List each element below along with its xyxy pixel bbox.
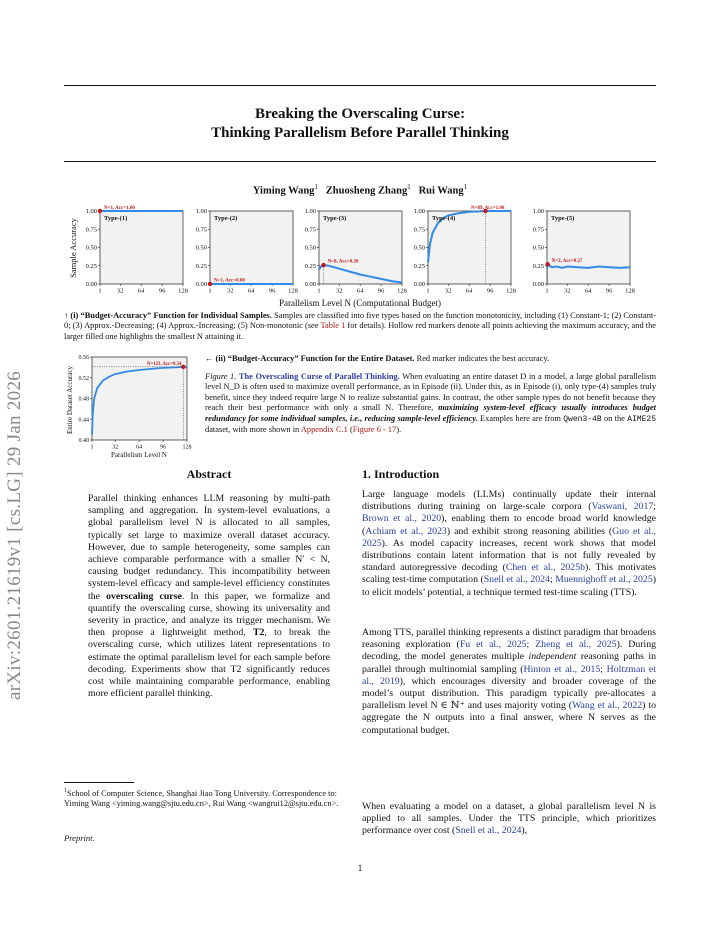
figure-text-3: on the — [601, 413, 628, 423]
figure-text-5: ( — [347, 425, 353, 435]
x-tick-label: 96 — [486, 287, 494, 295]
intro-text: ), — [521, 825, 528, 837]
author-affiliation: 1 — [463, 183, 468, 191]
abstract-heading: Abstract — [186, 467, 232, 481]
y-tick-label: 0.25 — [413, 262, 425, 270]
title-line-2: Thinking Parallelism Before Parallel Thinking — [211, 125, 509, 141]
panel-type-label: Type-(2) — [214, 215, 238, 222]
x-tick-label: 64 — [247, 287, 255, 295]
y-tick-label: 0.75 — [532, 226, 544, 234]
x-tick-label: 64 — [137, 287, 145, 295]
x-tick-label: 32 — [336, 287, 343, 295]
x-tick-label: 32 — [117, 287, 124, 295]
abstract-bold-2: T2 — [252, 627, 265, 639]
y-tick-label: 0.75 — [413, 226, 425, 234]
y-axis-label: Sample Accuracy — [68, 218, 78, 278]
x-tick-label: 64 — [584, 287, 592, 295]
x-axis-label: Parallelism Level N (Computational Budget) — [279, 298, 441, 308]
best-marker — [321, 263, 325, 267]
citation-link[interactable]: Chen et al., 2025b — [505, 562, 586, 574]
y-tick-label: 0.56 — [78, 355, 89, 362]
marker-label: N=2, Acc=0.27 — [551, 258, 583, 264]
x-tick-label: 96 — [605, 287, 613, 295]
intro-text: Large language models (LLMs) continually update their internal distributions during training on large-scale corpora ( — [362, 489, 656, 513]
best-marker — [98, 209, 102, 213]
citation-link[interactable]: Hinton et al., 2015 — [523, 663, 601, 675]
y-tick-label: 0.25 — [195, 262, 207, 270]
citation-link[interactable]: Zheng et al., 2025 — [535, 639, 617, 651]
y-tick-label: 0.00 — [532, 281, 544, 289]
page-number: 1 — [357, 864, 363, 874]
introduction-heading: 1. Introduction — [362, 467, 440, 481]
y-tick-label: 0.00 — [85, 281, 97, 289]
y-tick-label: 0.25 — [304, 262, 316, 270]
x-tick-label: 128 — [178, 287, 188, 295]
abstract-part-1: Parallel thinking enhances LLM reasoning by multi-path sampling and aggregation. In system-level evaluations, a global parallelism level N is allocated to all samples, typically set large to maximize overall dataset accuracy. However, due to sample heterogeneity, some samples can achieve comparable performance with a smaller N′ < N, causing budget redundancy. This incompatibility between system-level efficacy and sample-level efficiency constitutes the — [88, 493, 330, 602]
x-tick-label: 128 — [288, 287, 298, 295]
x-tick-label: 96 — [377, 287, 385, 295]
caption-i-tail: for details). Hollow red markers denote all points achieving the maximum accuracy, and the larger filled one highlights the smallest N attaining it. — [64, 321, 657, 341]
caption-i-lead: ↑ (i) “Budget-Accuracy” Function for Individual Samples. — [64, 311, 272, 320]
author-name: Rui Wang — [418, 185, 464, 197]
x-tick-label: 128 — [625, 287, 635, 295]
y-tick-label: 0.50 — [195, 244, 207, 252]
citation-link[interactable]: Snell et al., 2024 — [483, 574, 550, 586]
abstract-text — [88, 493, 330, 700]
figure-1-caption — [205, 372, 656, 435]
intro-text: ; — [653, 501, 656, 513]
x-tick-label: 128 — [397, 287, 407, 295]
y-tick-label: 0.52 — [78, 375, 89, 382]
y-tick-label: 0.50 — [85, 244, 97, 252]
caption-ii-body: Red marker indicates the best accuracy. — [414, 354, 550, 363]
y-tick-label: 0.00 — [413, 281, 425, 289]
citation-link[interactable]: Snell et al., 2024 — [455, 825, 522, 837]
marker-label: N=1, Acc=0.00 — [214, 278, 245, 284]
x-tick-label: 64 — [465, 287, 473, 295]
intro-text: reasoning paths in parallel through multinomial sampling ( — [362, 651, 656, 675]
author-affiliation: 1 — [407, 183, 411, 191]
y-tick-label: 1.00 — [304, 208, 316, 216]
x-tick-label: 96 — [268, 287, 276, 295]
y-tick-label: 0.75 — [85, 226, 97, 234]
citation-link[interactable]: Vaswani, 2017 — [591, 501, 654, 513]
marker-label: N=89, Acc=1.00 — [471, 206, 505, 211]
x-tick-label: 1 — [317, 287, 321, 295]
y-tick-label: 0.48 — [78, 396, 89, 403]
abstract-part-3: , to break the overscaling curse, which utilizes latent representations to estimate the optimal parallelism level for each sample before decoding. Experiments show that T2 significantly reduces cost while maintaining comparable performance, enabling more efficient parallel thinking. — [88, 627, 330, 700]
x-tick-label: 1 — [426, 287, 430, 295]
y-tick-label: 0.25 — [85, 262, 97, 270]
author-affiliation: 1 — [314, 183, 318, 191]
x-tick-label: 1 — [208, 287, 212, 295]
best-marker — [181, 365, 185, 369]
intro-text: ; — [526, 639, 536, 651]
x-axis-label: Parallelism Level N — [111, 451, 167, 459]
author-list — [64, 183, 656, 197]
individual-sample-charts — [60, 200, 660, 308]
figure-emphasis: maximizing system-level efficacy usually introduces budget redundancy for some individual samples, i.e., reducing sample-level efficiency. — [205, 403, 656, 423]
figure-title: The Overscaling Curse of Parallel Thinking. — [238, 372, 400, 381]
footnote-rule — [64, 782, 134, 783]
y-tick-label: 0.75 — [304, 226, 316, 234]
panel-type-label: Type-(4) — [432, 215, 456, 222]
intro-paragraph-2 — [362, 627, 656, 737]
figure-text-1: When evaluating an entire dataset D in a model, a large global parallelism level N_D is often used to maximize overall performance, as in Episode (ii). Under this, as in Episode (i), only type-(4) samples truly benefit, since they indeed require large N to realize substantial gains. In contrast, the other sample types do not benefit because they reach their best performance with only a small N. Therefore, — [205, 372, 657, 413]
citation-link[interactable]: Achiam et al., 2023 — [365, 525, 447, 537]
x-tick-label: 1 — [98, 287, 102, 295]
figure-text-6: ). — [396, 425, 402, 435]
intro-emphasis: independent — [528, 651, 577, 663]
table-1-link[interactable]: Table 1 — [320, 321, 346, 331]
citation-link[interactable]: Brown et al., 2020 — [362, 513, 442, 525]
citation-link[interactable]: Holtzman et al., 2019 — [362, 663, 657, 687]
caption-episode-i — [64, 311, 656, 342]
y-tick-label: 1.00 — [85, 208, 97, 216]
title-bottom-rule — [64, 161, 656, 162]
abstract-part-2: . In this paper, we formalize and quantify the overscaling curse, showing its universality and severity in practice, and analyze its trigger mechanism. We then propose a lightweight method, — [88, 590, 331, 639]
dataset-accuracy-chart — [62, 350, 197, 460]
paper-title — [64, 105, 656, 143]
intro-text: ). This motivates scaling test-time computation ( — [362, 562, 657, 586]
best-marker — [208, 282, 212, 286]
x-tick-label: 1 — [90, 444, 94, 451]
x-tick-label: 64 — [136, 444, 143, 451]
title-top-rule — [64, 85, 656, 86]
figure-range-link[interactable]: Figure 6 - 17 — [352, 425, 397, 435]
intro-text: ) and exhibit strong reasoning abilities ( — [446, 525, 613, 537]
title-line-1: Breaking the Overscaling Curse: — [254, 106, 466, 122]
panel-type-label: Type-(5) — [551, 215, 575, 222]
y-tick-label: 0.50 — [532, 244, 544, 252]
figure-text-2: Examples here are from — [477, 413, 564, 423]
y-tick-label: 0.25 — [532, 262, 544, 270]
appendix-link[interactable]: Appendix C.1 — [300, 425, 348, 435]
y-tick-label: 0.44 — [78, 417, 89, 424]
intro-text: ), which encourages diversity and broader coverage of the model’s output distribution. This paradigm typically pre-allocates a parallelism level N ∈ ℕ⁺ and uses majority voting ( — [362, 675, 657, 712]
preprint-label: Preprint. — [64, 833, 95, 843]
author-name: Zhuosheng Zhang — [325, 185, 408, 197]
caption-episode-ii — [205, 354, 656, 364]
intro-paragraph-3 — [362, 801, 656, 838]
intro-text: When evaluating a model on a dataset, a global parallelism level N is applied to all samples. Under the TTS principle, which prioritizes performance over cost ( — [362, 801, 656, 837]
x-tick-label: 32 — [112, 444, 119, 451]
footnote-affiliation: School of Computer Science, Shanghai Jiao Tong University. Correspondence to: Yiming Wang <yiming.wang@sjtu.edu.cn>, Rui Wang <wangrui12@sjtu.edu.cn>. — [64, 788, 339, 809]
x-tick-label: 96 — [160, 444, 167, 451]
y-tick-label: 0.00 — [195, 281, 207, 289]
marker-label: N=1, Acc=1.00 — [104, 206, 135, 211]
intro-text: ; — [600, 663, 607, 675]
abstract-bold-1: overscaling curse — [106, 590, 182, 602]
citation-link[interactable]: Wang et al., 2022 — [572, 700, 643, 712]
author-name: Yiming Wang — [252, 185, 315, 197]
footnote: $^1$School of Computer Science, Shanghai Jiao Tong University. Correspondence to: Yiming Wang <yiming.wang@sjtu.edu.cn>, Rui Wang <wangrui12@sjtu.edu.cn>. — [64, 788, 339, 809]
panel-type-label: Type-(1) — [104, 215, 128, 222]
intro-text: ; — [549, 574, 556, 586]
y-axis-label: Entire Dataset Accuracy — [66, 365, 74, 435]
x-tick-label: 32 — [564, 287, 571, 295]
model-name: Qwen3-4B — [563, 414, 602, 424]
citation-link[interactable]: Fu et al., 2025 — [459, 639, 527, 651]
y-tick-label: 0.50 — [413, 244, 425, 252]
citation-link[interactable]: Muennighoff et al., 2025 — [555, 574, 653, 586]
x-tick-label: 96 — [158, 287, 166, 295]
caption-ii-lead: ← (ii) “Budget-Accuracy” Function for the Entire Dataset. — [205, 354, 415, 363]
intro-text: ) to elicit models’ potential, a technique termed test-time scaling (TTS). — [362, 574, 656, 598]
y-tick-label: 1.00 — [532, 208, 544, 216]
x-tick-label: 128 — [182, 444, 192, 451]
figure-text-4: dataset, with more shown in — [205, 425, 301, 435]
x-tick-label: 32 — [227, 287, 234, 295]
y-tick-label: 0.75 — [195, 226, 207, 234]
arxiv-stamp: arXiv:2601.21619v1 [cs.LG] 29 Jan 2026 — [4, 370, 25, 700]
caption-i-body: Samples are classified into five types based on the function monotonicity, including (1) Constant-1; (2) Constant-0; (3) Approx.-Decreasing; (4) Approx.-Increasing; (5) Non-monotonic (see — [64, 311, 657, 331]
citation-link[interactable]: Guo et al., 2025 — [362, 525, 656, 549]
intro-text: ), enabling them to encode broad world knowledge ( — [362, 513, 656, 537]
panel-type-label: Type-(3) — [323, 215, 347, 222]
dataset-name: AIME25 — [627, 414, 656, 424]
intro-paragraph-1 — [362, 489, 656, 599]
best-marker — [545, 262, 549, 266]
y-tick-label: 0.00 — [304, 281, 316, 289]
intro-text: ). During decoding, the model generates multiple — [362, 639, 656, 663]
x-tick-label: 1 — [545, 287, 549, 295]
marker-label: N=123, Acc=0.54 — [147, 361, 182, 367]
x-tick-label: 64 — [356, 287, 364, 295]
intro-text: ). As model capacity increases, recent work shows that model distributions contain latent information that is not fully revealed by standard autoregressive decoding ( — [362, 537, 656, 574]
y-tick-label: 0.50 — [304, 244, 316, 252]
x-tick-label: 128 — [506, 287, 516, 295]
intro-text: ) to aggregate the N outputs into a final answer, where N serves as the computational budget. — [362, 700, 656, 736]
intro-text: Among TTS, parallel thinking represents a distinct paradigm that broadens reasoning exploration ( — [362, 627, 656, 651]
figure-label: Figure 1. — [205, 372, 237, 381]
marker-label: N=8, Acc=0.26 — [327, 259, 359, 265]
y-tick-label: 1.00 — [413, 208, 425, 216]
y-tick-label: 0.40 — [78, 438, 89, 445]
y-tick-label: 1.00 — [195, 208, 207, 216]
x-tick-label: 32 — [445, 287, 452, 295]
